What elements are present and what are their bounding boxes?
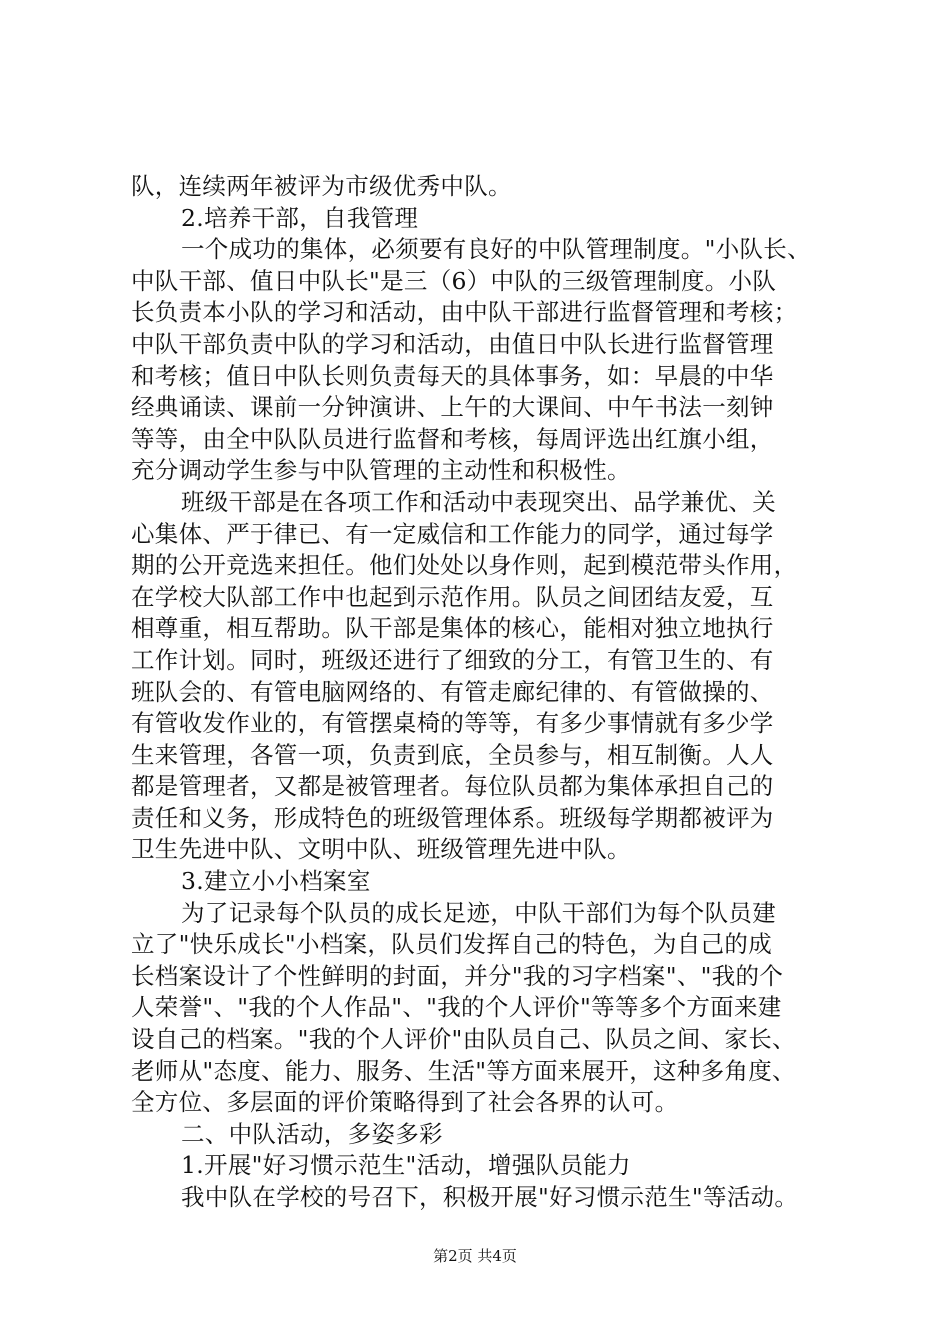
text-line: 经典诵读、课前一分钟演讲、上午的大课间、中午书法一刻钟 — [131, 393, 774, 422]
text-line: 中队干部负责中队的学习和活动，由值日中队长进行监督管理 — [131, 329, 774, 358]
text-line: 工作计划。同时，班级还进行了细致的分工，有管卫生的、有 — [131, 645, 774, 674]
text-line: 心集体、严于律已、有一定威信和工作能力的同学，通过每学 — [131, 519, 774, 548]
text-line: 期的公开竞选来担任。他们处处以身作则，起到模范带头作用， — [131, 551, 798, 580]
text-line: 班队会的、有管电脑网络的、有管走廊纪律的、有管做操的、 — [131, 677, 774, 706]
text-line: 长档案设计了个性鲜明的封面，并分"我的习字档案"、"我的个 — [131, 961, 784, 990]
section-heading: 二、中队活动，多姿多彩 — [181, 1119, 443, 1148]
document-body — [131, 171, 851, 1214]
text-line: 我中队在学校的号召下，积极开展"好习惯示范生"等活动。 — [181, 1183, 799, 1211]
text-line: 立了"快乐成长"小档案，队员们发挥自己的特色，为自己的成 — [131, 930, 773, 959]
text-line: 长负责本小队的学习和活动，由中队干部进行监督管理和考核； — [131, 298, 798, 327]
text-line: 生来管理，各管一项，负责到底，全员参与，相互制衡。人人 — [131, 740, 774, 769]
text-line: 充分调动学生参与中队管理的主动性和积极性。 — [131, 456, 631, 485]
text-line: 和考核；值日中队长则负责每天的具体事务，如：早晨的中华 — [131, 361, 774, 390]
text-line: 有管收发作业的，有管摆桌椅的等等，有多少事情就有多少学 — [131, 709, 774, 738]
text-line: 设自己的档案。"我的个人评价"由队员自己、队员之间、家长、 — [131, 1025, 796, 1054]
section-heading: 3.建立小小档案室 — [181, 867, 371, 896]
text-line: 老师从"态度、能力、服务、生活"等方面来展开，这种多角度、 — [131, 1056, 796, 1085]
text-line: 责任和义务，形成特色的班级管理体系。班级每学期都被评为 — [131, 803, 774, 832]
text-line: 在学校大队部工作中也起到示范作用。队员之间团结友爱，互 — [131, 582, 774, 611]
text-line: 为了记录每个队员的成长足迹，中队干部们为每个队员建 — [181, 898, 776, 927]
text-line: 队，连续两年被评为市级优秀中队。 — [131, 172, 512, 200]
text-line: 一个成功的集体，必须要有良好的中队管理制度。"小队长、 — [181, 235, 811, 264]
section-heading: 1.开展"好习惯示范生"活动，增强队员能力 — [181, 1151, 631, 1180]
text-line: 卫生先进中队、文明中队、班级管理先进中队。 — [131, 835, 631, 864]
text-line: 全方位、多层面的评价策略得到了社会各界的认可。 — [131, 1088, 679, 1117]
text-line: 相尊重，相互帮助。队干部是集体的核心，能相对独立地执行 — [131, 614, 774, 643]
text-line: 都是管理者，又都是被管理者。每位队员都为集体承担自己的 — [131, 772, 774, 801]
section-heading: 2.培养干部，自我管理 — [181, 203, 419, 232]
text-line: 人荣誉"、"我的个人作品"、"我的个人评价"等等多个方面来建 — [131, 993, 782, 1022]
text-line: 等等，由全中队队员进行监督和考核，每周评选出红旗小组， — [131, 424, 774, 453]
page-number-footer: 第2页 共4页 — [433, 1247, 517, 1265]
text-line: 班级干部是在各项工作和活动中表现突出、品学兼优、关 — [181, 487, 776, 516]
text-line: 中队干部、值日中队长"是三（6）中队的三级管理制度。小队 — [131, 266, 777, 295]
